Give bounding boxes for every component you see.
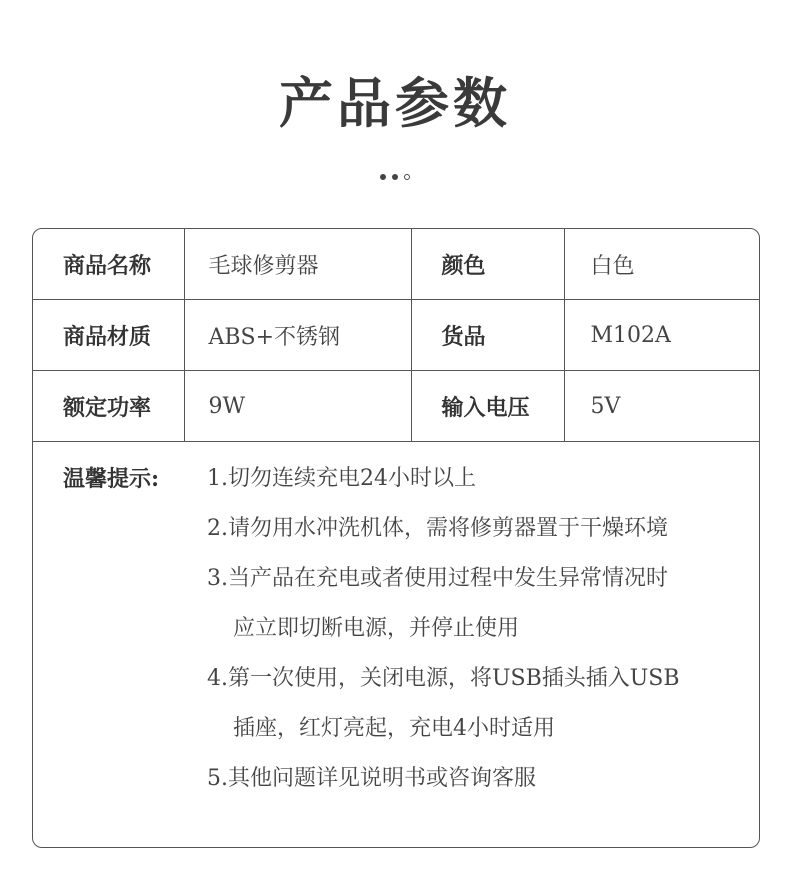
tips-section — [33, 442, 759, 840]
table-row — [33, 300, 759, 371]
spec-value: ABS+不锈钢 — [184, 300, 411, 371]
tip-line: 5.其他问题详见说明书或咨询客服 — [207, 766, 536, 791]
dot-icon — [380, 174, 386, 180]
tip-line: 2.请勿用水冲洗机体，需将修剪器置于干燥环境 — [207, 516, 668, 541]
spec-label: 商品名称 — [33, 229, 184, 300]
tip-line: 应立即切断电源，并停止使用 — [233, 616, 520, 641]
spec-table — [33, 229, 759, 442]
tip-line: 3.当产品在充电或者使用过程中发生异常情况时 — [207, 566, 668, 591]
spec-label: 颜色 — [411, 229, 564, 300]
spec-value: M102A — [564, 300, 759, 371]
tips-list — [207, 462, 747, 812]
decorative-dots — [0, 166, 790, 176]
tip-line: 插座，红灯亮起，充电4小时适用 — [233, 716, 555, 741]
spec-label: 货品 — [411, 300, 564, 371]
spec-value: 9W — [184, 371, 411, 442]
spec-label: 商品材质 — [33, 300, 184, 371]
tip-line: 4.第一次使用，关闭电源，将USB插头插入USB — [207, 666, 680, 691]
spec-value: 毛球修剪器 — [184, 229, 411, 300]
dot-icon — [392, 174, 398, 180]
spec-label: 额定功率 — [33, 371, 184, 442]
spec-value: 白色 — [564, 229, 759, 300]
tip-line: 1.切勿连续充电24小时以上 — [207, 466, 476, 491]
dot-outline-icon — [404, 174, 410, 180]
spec-card — [32, 228, 760, 848]
page-title: 产品参数 — [279, 71, 511, 135]
tips-label: 温馨提示: — [63, 466, 160, 492]
table-row — [33, 229, 759, 300]
spec-value: 5V — [564, 371, 759, 442]
table-row — [33, 371, 759, 442]
spec-label: 输入电压 — [411, 371, 564, 442]
